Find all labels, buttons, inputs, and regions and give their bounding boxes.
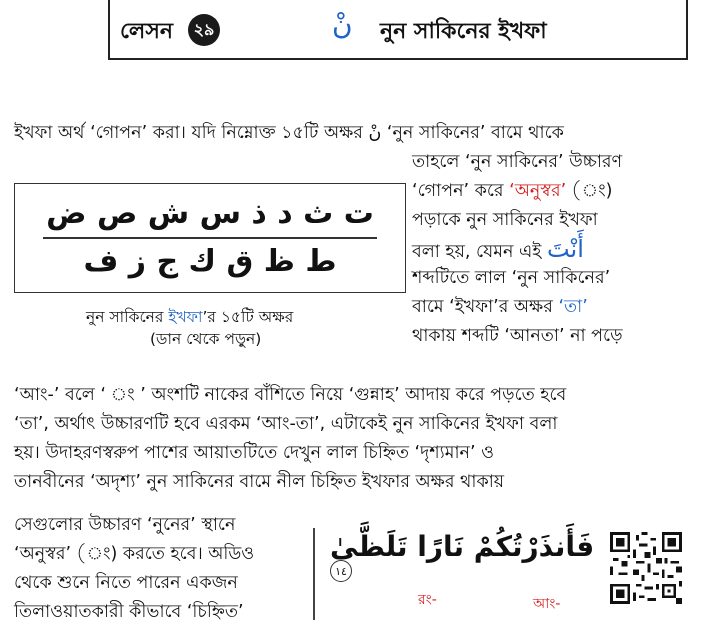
body-line-8: থাকায় শব্দটি ‘আনতা’ না পড়ে [412, 326, 623, 346]
ikhfa-letters-row-1: ت ث د ذ س ش ص ض [46, 196, 374, 231]
pronunciation-label-2: আং- [533, 596, 561, 612]
example-word-arabic: أَنْتَ [546, 235, 584, 263]
caption-text: ’র ১৫টি অক্ষর [202, 308, 294, 326]
lesson-title: নুন সাকিনের ইখফা [380, 19, 547, 44]
body-line-12: তানবীনের ‘অদৃশ্য’ নুন সাকিনের বামে নীল চিহ্নিত ইখফার অক্ষর থাকায় [14, 472, 505, 492]
body-line-2: তাহলে ‘নুন সাকিনের’ উচ্চারণ [412, 152, 623, 172]
verse-number-marker: ١٤ [330, 560, 352, 582]
highlight-text: ‘তা’ [558, 297, 588, 317]
lesson-label: লেসন [120, 19, 173, 44]
body-text: ‘গোপন’ করে [412, 181, 504, 201]
ikhfa-letters-box [14, 183, 406, 293]
body-line-3 [412, 178, 613, 204]
body-line-10: ‘তা’, অর্থাৎ উচ্চারণটি হবে এরকম ‘আং-তা’, এটাকেই নুন সাকিনের ইখফা বলা [14, 414, 558, 434]
body-text: (ং) [571, 181, 613, 201]
body-line-5 [412, 236, 584, 265]
caption-text: নুন সাকিনের [86, 308, 164, 326]
body-line-14: ‘অনুস্বর’ (ং) করতে হবে। অডিও [14, 544, 255, 564]
body-line-11: হয়। উদাহরণস্বরুপ পাশের আয়াতটিতে দেখুন লাল চিহ্নিত ‘দৃশ্যমান’ ও [14, 443, 494, 463]
body-line-13: সেগুলোর উচ্চারণ ‘নুনের’ স্থানে [14, 515, 236, 535]
audio-qr-code[interactable] [610, 532, 682, 604]
ikhfa-letters-row-2: ط ظ ق ك ج ز ف [83, 244, 337, 279]
body-line-15: থেকে শুনে নিতে পারেন একজন [14, 573, 238, 593]
body-text: বলা হয়, যেমন এই [412, 242, 542, 262]
body-line-6: শব্দটিতে লাল ‘নুন সাকিনের’ [412, 268, 611, 288]
quran-verse: فَأَنذَرْتُكُمْ نَارًا تَلَظَّىٰ [330, 530, 595, 563]
highlight-text: ‘অনুস্বর’ [509, 181, 567, 201]
body-line-1: ইখফা অর্থ ‘গোপন’ করা। যদি নিম্নোক্ত ১৫টি অক্ষর نْ ‘নুন সাকিনের’ বামে থাকে [14, 123, 564, 143]
letters-caption-note: (ডান থেকে পড়ুন) [150, 330, 262, 348]
body-line-9: ‘আং-’ বলে ‘ ং ’ অংশটি নাকের বাঁশিতে নিয়ে ‘গুন্নাহ’ আদায় করে পড়তে হবে [14, 385, 567, 405]
lesson-header [108, 0, 688, 60]
body-line-7 [412, 294, 588, 320]
letters-divider [43, 237, 377, 239]
pronunciation-label-1: রং- [418, 592, 437, 608]
body-text: বামে ‘ইখফা’র অক্ষর [412, 297, 553, 317]
noon-sakin-symbol: نْ [332, 8, 353, 41]
body-line-16: তিলাওয়াতকারী কীভাবে ‘চিহ্নিত’ [14, 602, 244, 622]
quran-divider [313, 528, 315, 620]
lesson-number-badge: ২৯ [188, 14, 220, 46]
caption-highlight: ইখফা [168, 308, 203, 326]
body-line-4: পড়াকে নুন সাকিনের ইখফা [412, 210, 598, 230]
